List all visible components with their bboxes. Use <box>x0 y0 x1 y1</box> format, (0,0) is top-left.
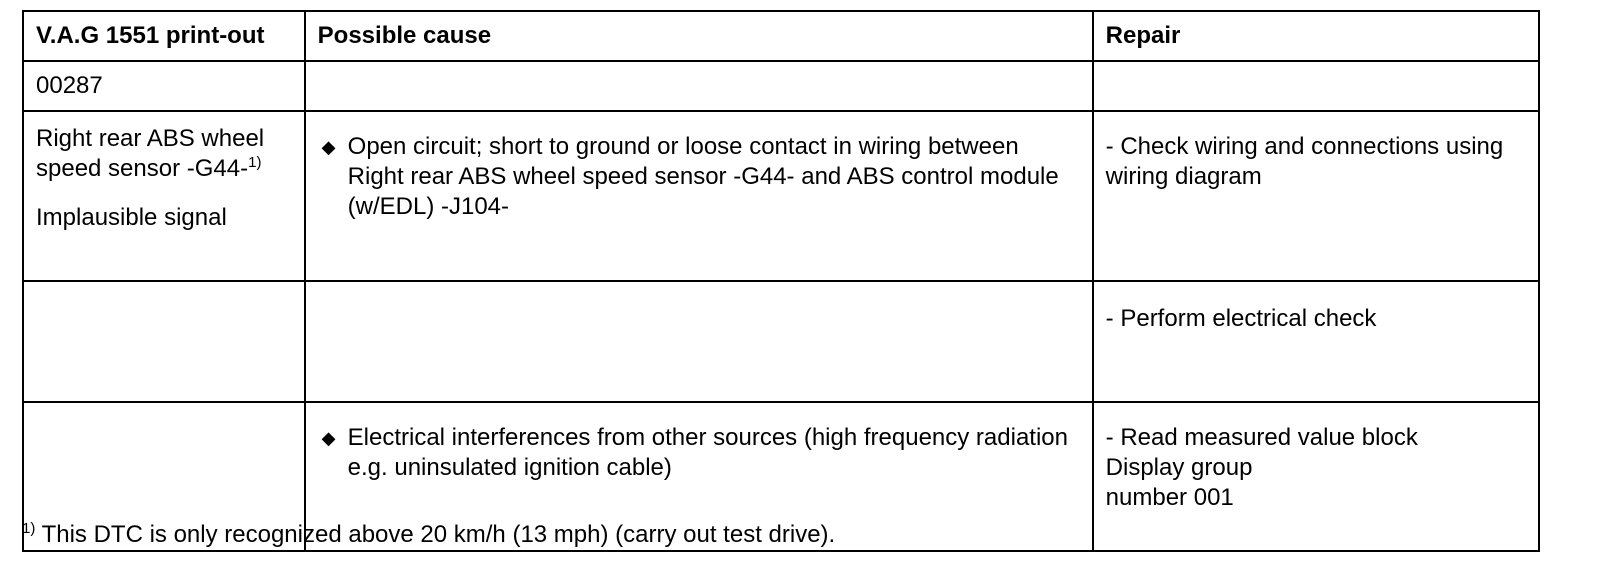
diamond-bullet-icon: ◆ <box>321 137 336 157</box>
table-row <box>23 111 1539 281</box>
header-possible-cause: Possible cause <box>305 11 1093 61</box>
footnote-mark: 1) <box>22 520 36 537</box>
header-repair: Repair <box>1093 11 1539 61</box>
empty-cell <box>23 281 305 402</box>
component-name-line1: Right rear ABS wheel <box>36 125 265 152</box>
repair-cell <box>1093 281 1539 402</box>
empty-cell <box>305 61 1093 111</box>
cause-item <box>322 132 1080 222</box>
repair-text-line3: number 001 <box>1105 484 1234 511</box>
table-row <box>23 281 1539 402</box>
repair-text-line2: Display group <box>1105 454 1253 481</box>
component-name-line2: speed sensor -G44-$^{1)}$ <box>36 154 262 182</box>
table-header-row <box>23 11 1539 61</box>
repair-text: - Perform electrical check <box>1105 305 1377 332</box>
footnote <box>22 520 835 550</box>
footnote-reference: 1) <box>248 154 262 171</box>
empty-cell <box>305 281 1093 402</box>
fault-code: 00287 <box>36 72 103 99</box>
fault-code-cell <box>23 61 305 111</box>
cause-cell <box>305 111 1093 281</box>
fault-status: Implausible signal <box>36 204 227 231</box>
repair-cell <box>1093 111 1539 281</box>
cause-item <box>322 423 1080 483</box>
cause-text: Electrical interferences from other sources (high frequency radiation e.g. uninsulated ignition cable) <box>347 424 1068 481</box>
repair-text-line1: - Read measured value block <box>1105 424 1418 451</box>
cause-text: Open circuit; short to ground or loose contact in wiring between Right rear ABS wheel speed sensor -G44- and ABS control module (w/EDL) -J104- <box>347 133 1059 220</box>
table-row <box>23 61 1539 111</box>
footnote-text: This DTC is only recognized above 20 km/h (13 mph) (carry out test drive). <box>41 521 836 548</box>
repair-cell <box>1093 402 1539 551</box>
empty-cell <box>1093 61 1539 111</box>
diagnostic-table <box>22 10 1540 552</box>
diamond-bullet-icon: ◆ <box>321 428 336 448</box>
header-printout: V.A.G 1551 print-out <box>23 11 305 61</box>
repair-text: - Check wiring and connections using wiring diagram <box>1105 133 1504 190</box>
component-cell <box>23 111 305 281</box>
